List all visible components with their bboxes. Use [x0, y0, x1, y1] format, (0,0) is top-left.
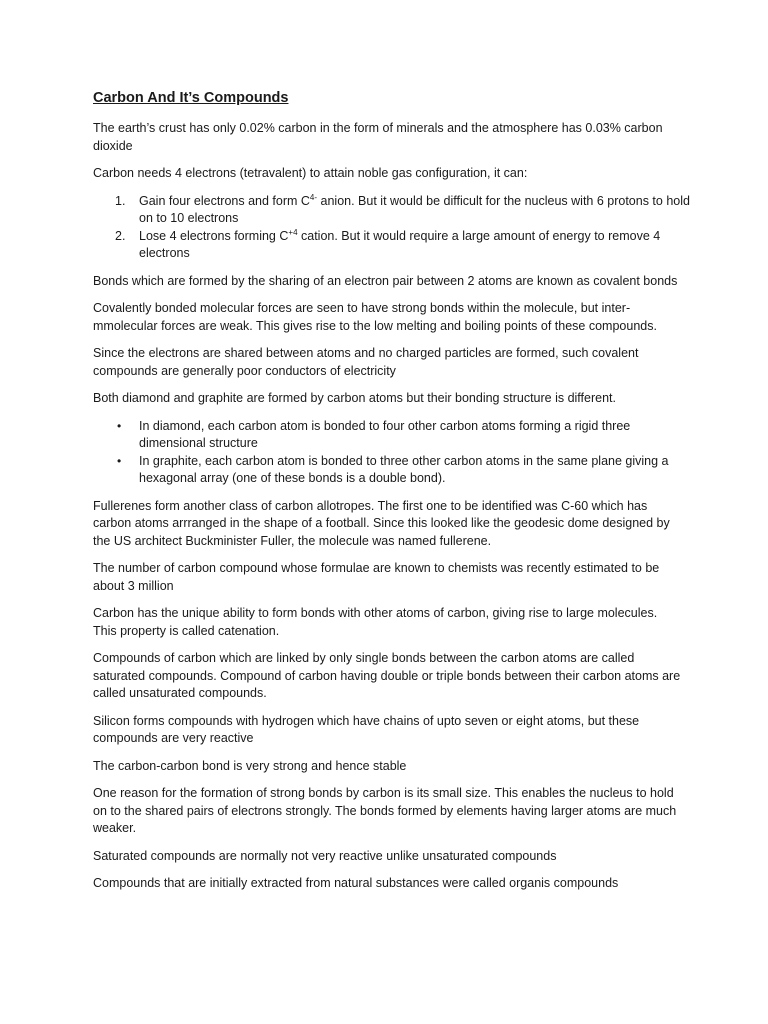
paragraph-organic-compounds: Compounds that are initially extracted from natural substances were called organis compounds	[93, 876, 619, 890]
paragraph-tetravalency: Carbon needs 4 electrons (tetravalent) to attain noble gas configuration, it can:	[93, 166, 528, 180]
list-item-text: Lose 4 electrons forming C	[139, 228, 289, 243]
list-item-text: cation. But it would require a large amount of energy to remove 4 electrons	[139, 228, 661, 260]
document-title: Carbon And It’s Compounds	[93, 90, 289, 106]
paragraph-compound-count: The number of carbon compound whose formulae are known to chemists was recently estimated to be about 3 million	[93, 561, 660, 593]
list-item-text: In diamond, each carbon atom is bonded to four other carbon atoms forming a rigid three dimensional structure	[139, 418, 631, 450]
list-item	[93, 193, 699, 228]
charge-superscript: +4	[288, 227, 298, 237]
paragraph-molecular-forces: Covalently bonded molecular forces are seen to have strong bonds within the molecule, but inter-mmolecular forces are weak. This gives rise to the low melting and boiling points of these compounds.	[93, 301, 657, 333]
bullet-icon: •	[117, 453, 122, 468]
paragraph-carbon-bond: The carbon-carbon bond is very strong and hence stable	[93, 758, 407, 773]
paragraph-covalent-bonds: Bonds which are formed by the sharing of an electron pair between 2 atoms are known as covalent bonds	[93, 273, 678, 288]
list-item	[93, 453, 699, 488]
paragraph-conductivity: Since the electrons are shared between atoms and no charged particles are formed, such covalent compounds are generally poor conductors of electricity	[93, 346, 639, 378]
list-item-text: Gain four electrons and form C	[139, 193, 310, 208]
list-marker: 1.	[115, 193, 126, 208]
paragraph-reactivity: Saturated compounds are normally not very reactive unlike unsaturated compounds	[93, 848, 557, 863]
charge-superscript: 4-	[309, 192, 318, 202]
paragraph-catenation: Carbon has the unique ability to form bonds with other atoms of carbon, giving rise to large molecules. This property is called catenation.	[93, 606, 658, 638]
bullet-icon: •	[117, 418, 122, 433]
list-item	[93, 418, 699, 453]
paragraph-fullerenes: Fullerenes form another class of carbon allotropes. The first one to be identified was C-60 which has carbon atoms arrranged in the shape of a football. Since this looked like the geodesic dome designed by the US architect Buckminister Fuller, the molecule was named fullerene.	[93, 498, 670, 548]
list-marker: 2.	[115, 228, 126, 243]
list-item-text: anion. But it would be difficult for the nucleus with 6 protons to hold on to 10 electrons	[139, 193, 690, 225]
numbered-list	[93, 193, 708, 263]
bullet-list	[93, 418, 708, 488]
list-item	[93, 228, 699, 263]
paragraph-saturated-unsaturated: Compounds of carbon which are linked by only single bonds between the carbon atoms are called saturated compounds. Compound of carbon having double or triple bonds between their carbon atoms are called unsaturated compounds.	[93, 651, 681, 700]
paragraph-small-size: One reason for the formation of strong bonds by carbon is its small size. This enables the nucleus to hold on to the shared pairs of electrons strongly. The bonds formed by elements having larger atoms are much weaker.	[93, 786, 677, 835]
paragraph-carbon-abundance: The earth’s crust has only 0.02% carbon in the form of minerals and the atmosphere has 0.03% carbon dioxide	[93, 121, 663, 153]
paragraph-diamond-graphite: Both diamond and graphite are formed by carbon atoms but their bonding structure is different.	[93, 391, 616, 405]
list-item-text: In graphite, each carbon atom is bonded to three other carbon atoms in the same plane giving a hexagonal array (one of these bonds is a double bond).	[139, 453, 669, 485]
paragraph-silicon: Silicon forms compounds with hydrogen which have chains of upto seven or eight atoms, but these compounds are very reactive	[93, 713, 640, 745]
